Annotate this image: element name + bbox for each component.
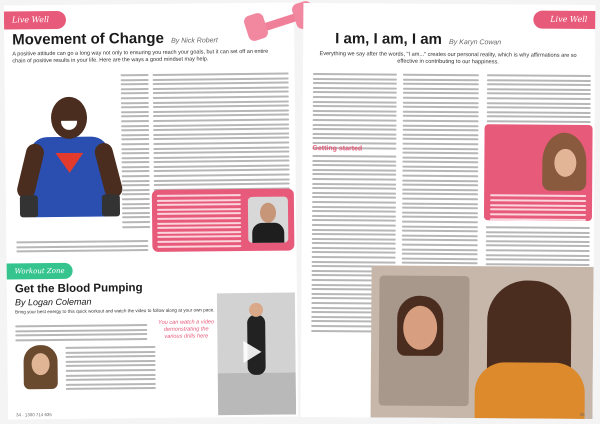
body-text-col1-bottom (16, 240, 148, 255)
workout-list-text (15, 324, 147, 344)
article-title-text: Movement of Change (12, 29, 164, 49)
article-byline-right: By Karyn Cowan (449, 39, 502, 47)
workout-video-thumbnail[interactable] (217, 292, 296, 415)
right-page (301, 3, 596, 419)
article-subhead: Getting started (312, 145, 363, 153)
man-with-weights-photo (21, 90, 119, 239)
instructor-photo (21, 345, 59, 391)
workout-section (7, 258, 299, 419)
body-text-r-col3b (486, 226, 590, 268)
video-cta-text: You can watch a video demonstrating the various drills here (158, 319, 215, 340)
article-standfirst-right: Everything we say after the words, "I am..." creates our personal reality, which is why affirmations are so effective in contributing to our happiness. (319, 51, 577, 66)
author-portrait (542, 133, 586, 191)
page-footer-left: 34 · 1300 714 635 (16, 412, 52, 418)
workout-intro: Bring your best energy to this quick workout and watch the video to follow along at your own pace. (15, 307, 215, 315)
page-footer-right: 35 (579, 411, 585, 417)
author-bio-box (152, 189, 295, 252)
article-byline-left: By Nick Robert (171, 37, 218, 45)
body-text-r-col3 (487, 74, 591, 125)
article-title-right (335, 30, 501, 48)
author-headshot (248, 197, 288, 243)
left-page (4, 2, 298, 419)
body-text-col2 (153, 73, 290, 208)
article-standfirst-left: A positive attitude can go a long way not only to ensuring you reach your goals, but it can set off an entire chain of positive results in your life. Here are the ways a good mindset may help. (12, 48, 269, 65)
section-label-left: Live Well (4, 11, 66, 30)
workout-section-label: Workout Zone (7, 263, 73, 280)
instructor-bio-text (65, 346, 155, 393)
body-text-col1-wrap (121, 74, 151, 230)
author-bio-box-right (484, 124, 593, 221)
play-icon[interactable] (243, 341, 261, 363)
body-text-r-col1 (312, 73, 397, 152)
woman-mirror-photo (371, 265, 594, 419)
article-title-text-right: I am, I am, I am (335, 30, 442, 48)
section-label-right: Live Well (533, 11, 595, 29)
article-title-left (12, 29, 218, 48)
workout-byline: By Logan Coleman (14, 296, 92, 308)
workout-title: Get the Blood Pumping (14, 282, 143, 296)
